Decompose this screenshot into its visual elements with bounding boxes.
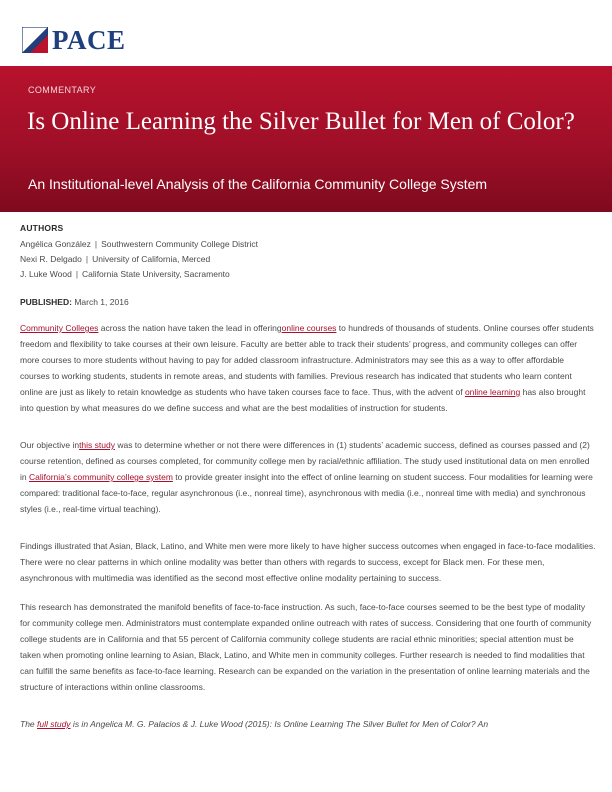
author-name: Angélica González [20, 239, 91, 249]
author-separator: | [75, 269, 79, 279]
author-affiliation: University of California, Merced [92, 254, 211, 264]
article-category: COMMENTARY [28, 85, 97, 95]
online-learning-link[interactable]: online learning [464, 387, 521, 397]
pace-logo [22, 26, 126, 54]
paragraph-text: to provide greater insight into the effect of online learning on student success. Four modalities for learning were compared: traditional face-to-face, regular asynchronous (i.e., nonreal time), asynchronous with media (i.e., nonreal time with media) and synchronous styles (i.e., real-time virtual teaching). [20, 472, 593, 514]
online-courses-link[interactable]: online courses [281, 323, 337, 333]
author-line [20, 254, 210, 264]
author-separator: | [85, 254, 89, 264]
paragraph-text: is in Angelica M. G. Palacios & J. Luke Wood (2015): Is Online Learning The Silver Bullet for Men of Color? An [70, 719, 489, 729]
paragraph-text: across the nation have taken the lead in offering [98, 323, 282, 333]
body-paragraph-2 [20, 437, 596, 517]
pace-logo-mark-icon [22, 27, 48, 53]
header-banner [0, 66, 612, 212]
published-date: March 1, 2016 [74, 297, 129, 307]
author-affiliation: California State University, Sacramento [82, 269, 230, 279]
authors-heading: AUTHORS [20, 223, 64, 233]
body-paragraph-4: This research has demonstrated the manifold benefits of face-to-face instruction. As such, face-to-face courses seemed to be the best type of modality for community college men. Administrators must contemplate expanded online outreach with rates of success. Considering that one fourth of community college students are in California and that 55 percent of California community college students are racial ethnic minorities; special attention must be taken when promoting online learning to Asian, Black, Latino, and White men in community colleges. Further research is needed to find modalities that can fulfill the same benefits as face-to-face learning. Research can be expanded on the variation in the presentation of online learning materials and the structure of interactions within online classrooms. [20, 602, 592, 692]
california-community-college-system-link[interactable]: California’s community college system [28, 472, 173, 482]
published-line [20, 297, 129, 307]
citation-paragraph [20, 716, 596, 732]
paragraph-text: Our objective in [20, 440, 80, 450]
pace-logo-text: PACE [52, 25, 126, 55]
body-paragraph-1 [20, 320, 596, 416]
paragraph-text: The [20, 719, 38, 729]
article-title: Is Online Learning the Silver Bullet for Men of Color? [27, 108, 575, 135]
author-affiliation: Southwestern Community College District [101, 239, 258, 249]
author-line [20, 269, 230, 279]
community-colleges-link[interactable]: Community Colleges [20, 323, 99, 333]
full-study-link[interactable]: full study [37, 719, 71, 729]
author-line [20, 239, 258, 249]
this-study-link[interactable]: this study [79, 440, 115, 450]
paragraph-text: has also brought into question by what measures do we define success and what are the best modalities of instruction for students. [20, 387, 586, 413]
body-paragraph-3: Findings illustrated that Asian, Black, Latino, and White men were more likely to have higher success outcomes when engaged in face-to-face modalities. There were no clear patterns in which online modality was better than others with regards to success, except for Black men. For these men, asynchronous with multimedia was identified as the second most effective online modality pertaining to success. [20, 541, 596, 583]
author-name: Nexi R. Delgado [20, 254, 82, 264]
article-subtitle: An Institutional-level Analysis of the California Community College System [28, 176, 488, 192]
paragraph-text: to hundreds of thousands of students. Online courses offer students freedom and flexibility to take courses at their own leisure. Faculty are better able to track their students’ progress, and community colleges can offer more courses to more students without having to pay for added classroom infrastructure. Administrators may see this as a way to offer affordable courses to working students, students in remote areas, and students with families. Previous research has indicated that students who learn content online are just as likely to retain knowledge as students who have taken courses face to face. Thus, with the advent of [20, 323, 594, 397]
published-label: PUBLISHED: [20, 297, 72, 307]
author-separator: | [94, 239, 98, 249]
paragraph-text: was to determine whether or not there were differences in (1) students’ academic success, defined as courses passed and (2) course retention, defined as courses completed, for community college men by racial/ethnic affiliation. The study used institutional data on men enrolled in [20, 440, 590, 482]
author-name: J. Luke Wood [20, 269, 72, 279]
